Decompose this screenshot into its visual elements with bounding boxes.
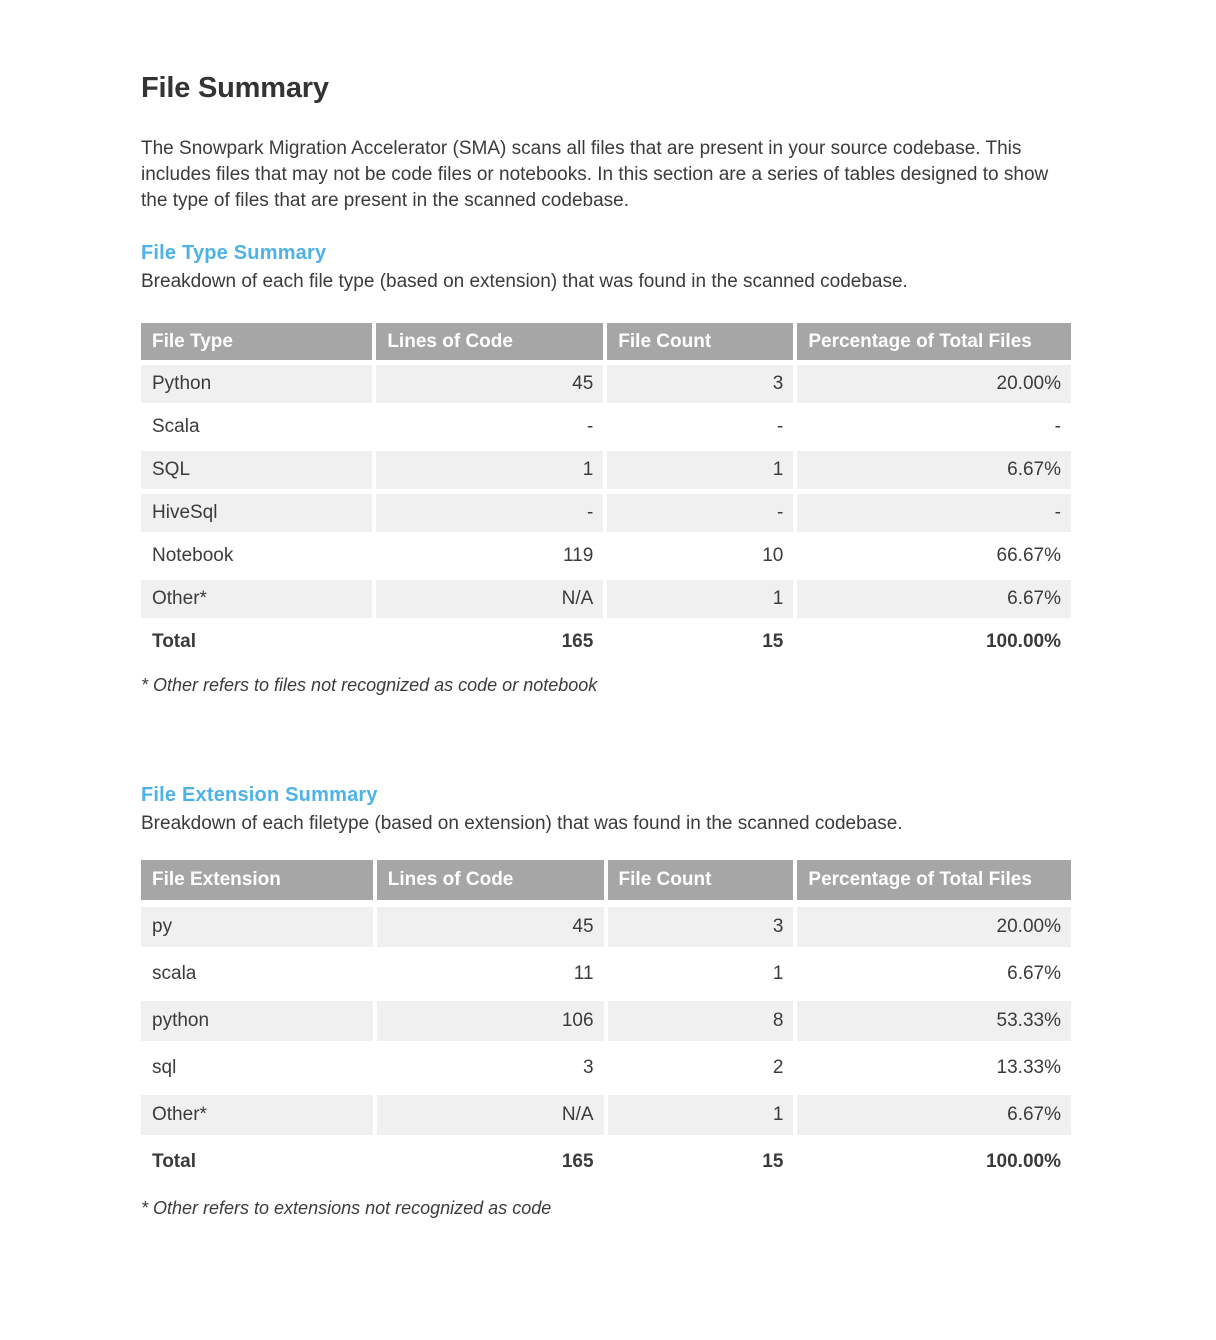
value-cell: -: [586, 416, 594, 437]
value-cell: N/A: [376, 580, 603, 618]
section-description-file-extension: Breakdown of each filetype (based on extension) that was found in the scanned codebase.: [141, 813, 903, 834]
row-label-cell: py: [141, 907, 373, 947]
column-header-file-type: File Type: [141, 323, 372, 360]
value-cell: -: [376, 494, 603, 532]
value-cell: 8: [608, 1001, 794, 1041]
row-label-cell: Total: [152, 1151, 196, 1172]
value-cell: 11: [573, 963, 594, 984]
value-cell: 1: [376, 451, 603, 489]
table-row: [141, 580, 1071, 618]
row-label-cell: Total: [152, 631, 196, 652]
column-header-lines-of-code: Lines of Code: [377, 860, 604, 900]
row-label-cell: HiveSql: [141, 494, 372, 532]
value-cell: -: [1054, 416, 1061, 437]
file-extension-summary-section: [141, 784, 1075, 1219]
table-row: [141, 365, 1071, 403]
row-label-cell: sql: [152, 1057, 177, 1078]
value-cell: 66.67%: [996, 545, 1061, 566]
column-header-file-count: File Count: [608, 860, 794, 900]
column-header-percentage-of-total-files: Percentage of Total Files: [797, 860, 1071, 900]
value-cell: 106: [377, 1001, 604, 1041]
file-type-summary-table: [137, 318, 1075, 666]
value-cell: 3: [608, 907, 794, 947]
value-cell: 1: [608, 1095, 794, 1135]
row-label-cell: python: [141, 1001, 373, 1041]
table-row: [141, 1142, 1071, 1182]
column-header-file-count: File Count: [607, 323, 793, 360]
value-cell: 20.00%: [797, 365, 1071, 403]
value-cell: 2: [772, 1057, 784, 1078]
value-cell: 10: [762, 545, 784, 566]
value-cell: 119: [562, 545, 594, 566]
value-cell: 165: [561, 631, 594, 652]
value-cell: 20.00%: [797, 907, 1071, 947]
value-cell: 1: [607, 451, 793, 489]
section-description-file-type: Breakdown of each file type (based on extension) that was found in the scanned codebase.: [141, 271, 908, 292]
column-header-file-extension: File Extension: [141, 860, 373, 900]
row-label-cell: Notebook: [152, 545, 234, 566]
value-cell: 100.00%: [985, 1151, 1061, 1172]
column-header-lines-of-code: Lines of Code: [376, 323, 603, 360]
table-row: [141, 1095, 1071, 1135]
intro-paragraph: The Snowpark Migration Accelerator (SMA) scans all files that are present in your source codebase. This includes files that may not be code files or notebooks. In this section are a series of tables designed to show the type of files that are present in the scanned codebase.: [141, 138, 1049, 211]
file-type-table-footnote: * Other refers to files not recognized as code or notebook: [141, 675, 598, 695]
table-row: [141, 954, 1071, 994]
value-cell: 1: [607, 580, 793, 618]
value-cell: 45: [377, 907, 604, 947]
column-header-percentage-of-total-files: Percentage of Total Files: [797, 323, 1071, 360]
table-header-row: [141, 323, 1071, 360]
value-cell: 15: [762, 631, 784, 652]
value-cell: 15: [762, 1151, 784, 1172]
value-cell: 1: [772, 963, 784, 984]
value-cell: 165: [561, 1151, 594, 1172]
file-extension-table-footnote: * Other refers to extensions not recognized as code: [141, 1198, 552, 1218]
table-row: [141, 451, 1071, 489]
row-label-cell: Python: [141, 365, 372, 403]
file-extension-summary-table: [137, 853, 1075, 1189]
table-row: [141, 1001, 1071, 1041]
table-row: [141, 494, 1071, 532]
table-row: [141, 1048, 1071, 1088]
row-label-cell: Other*: [141, 1095, 373, 1135]
value-cell: 3: [582, 1057, 594, 1078]
table-row: [141, 408, 1071, 446]
row-label-cell: scala: [152, 963, 197, 984]
row-label-cell: SQL: [141, 451, 372, 489]
table-row: [141, 907, 1071, 947]
row-label-cell: Other*: [141, 580, 372, 618]
value-cell: 3: [607, 365, 793, 403]
row-label-cell: Scala: [152, 416, 200, 437]
table-row: [141, 623, 1071, 661]
table-row: [141, 537, 1071, 575]
value-cell: N/A: [377, 1095, 604, 1135]
value-cell: 45: [376, 365, 603, 403]
table-header-row: [141, 860, 1071, 900]
value-cell: 6.67%: [797, 1095, 1071, 1135]
page-title: File Summary: [141, 72, 329, 104]
value-cell: 6.67%: [797, 451, 1071, 489]
section-heading-file-type-summary: File Type Summary: [141, 242, 327, 264]
value-cell: 100.00%: [985, 631, 1061, 652]
value-cell: -: [777, 416, 784, 437]
value-cell: 13.33%: [996, 1057, 1061, 1078]
value-cell: 6.67%: [797, 580, 1071, 618]
value-cell: 6.67%: [1007, 963, 1061, 984]
file-type-summary-section: [141, 242, 1075, 696]
value-cell: -: [797, 494, 1071, 532]
section-heading-file-extension-summary: File Extension Summary: [141, 784, 378, 806]
value-cell: 53.33%: [797, 1001, 1071, 1041]
value-cell: -: [607, 494, 793, 532]
